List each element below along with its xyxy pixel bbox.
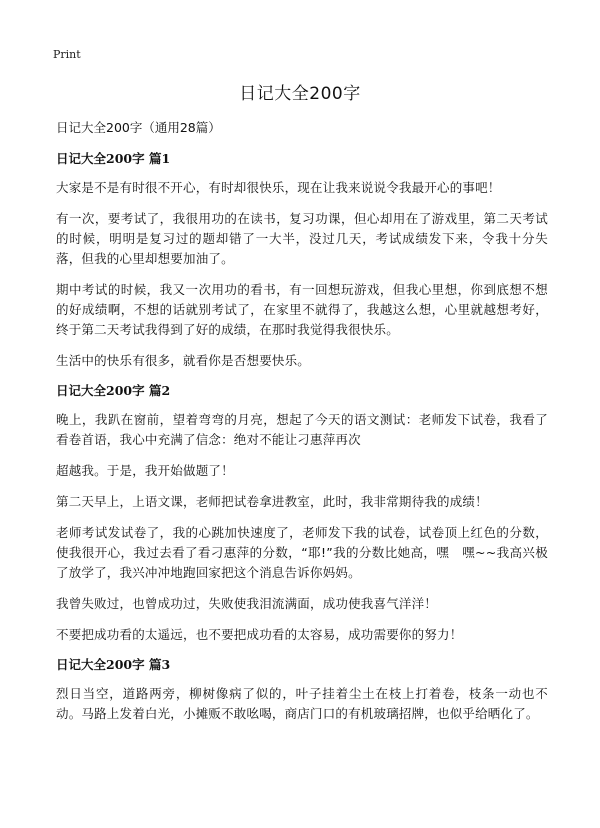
document-subtitle: 日记大全200字（通用28篇） bbox=[56, 120, 221, 135]
diary-section-1 bbox=[56, 150, 548, 371]
paragraph: 第二天早上，上语文课，老师把试卷拿进教室，此时，我非常期待我的成绩！ bbox=[56, 494, 488, 509]
document-body bbox=[56, 119, 548, 735]
paragraph: 烈日当空，道路两旁，柳树像病了似的，叶子挂着尘土在枝上打着卷，枝条一动也不动。马路上发着白光，小摊贩不敢吆喝，商店门口的有机玻璃招牌，也似乎给晒化了。 bbox=[56, 686, 548, 721]
paragraph: 大家是不是有时很不开心，有时却很快乐，现在让我来说说令我最开心的事吧！ bbox=[56, 180, 501, 195]
paragraph: 老师考试发试卷了，我的心跳加快速度了，老师发下我的试卷，试卷顶上红色的分数，使我很开心，我过去看了看刁惠萍的分数，“耶!”我的分数比她高，嘿 嘿~~我高兴极了放学了，我兴冲冲地跑回家把这个消息告诉你妈妈。 bbox=[56, 525, 548, 580]
paragraph: 超越我。于是，我开始做题了！ bbox=[56, 463, 234, 478]
paragraph: 不要把成功看的太遥远，也不要把成功看的太容易，成功需要你的努力！ bbox=[56, 627, 463, 642]
page-title: 日记大全200字 bbox=[239, 84, 361, 104]
print-link[interactable]: Print bbox=[53, 48, 81, 61]
section-heading: 日记大全200字 篇3 bbox=[56, 657, 171, 672]
paragraph: 期中考试的时候，我又一次用功的看书，有一回想玩游戏，但我心里想，你到底想不想的好成绩啊，不想的话就别考试了，在家里不就得了，我越这么想，心里就越想考好，终于第二天考试我得到了好的成绩，在那时我觉得我很快乐。 bbox=[56, 282, 548, 337]
paragraph: 有一次，要考试了，我很用功的在读书，复习功课，但心却用在了游戏里，第二天考试的时候，明明是复习过的题却错了一大半，没过几天，考试成绩发下来，令我十分失落，但我的心里却想要加油了。 bbox=[56, 211, 548, 266]
diary-section-2 bbox=[56, 382, 548, 645]
section-heading: 日记大全200字 篇2 bbox=[56, 383, 171, 398]
section-heading: 日记大全200字 篇1 bbox=[56, 151, 171, 166]
diary-section-3 bbox=[56, 656, 548, 724]
paragraph: 我曾失败过，也曾成功过，失败使我泪流满面，成功使我喜气洋洋！ bbox=[56, 596, 438, 611]
paragraph: 晚上，我趴在窗前，望着弯弯的月亮，想起了今天的语文测试：老师发下试卷，我看了看卷首语，我心中充满了信念：绝对不能让刁惠萍再次 bbox=[56, 412, 548, 447]
paragraph: 生活中的快乐有很多，就看你是否想要快乐。 bbox=[56, 353, 311, 368]
